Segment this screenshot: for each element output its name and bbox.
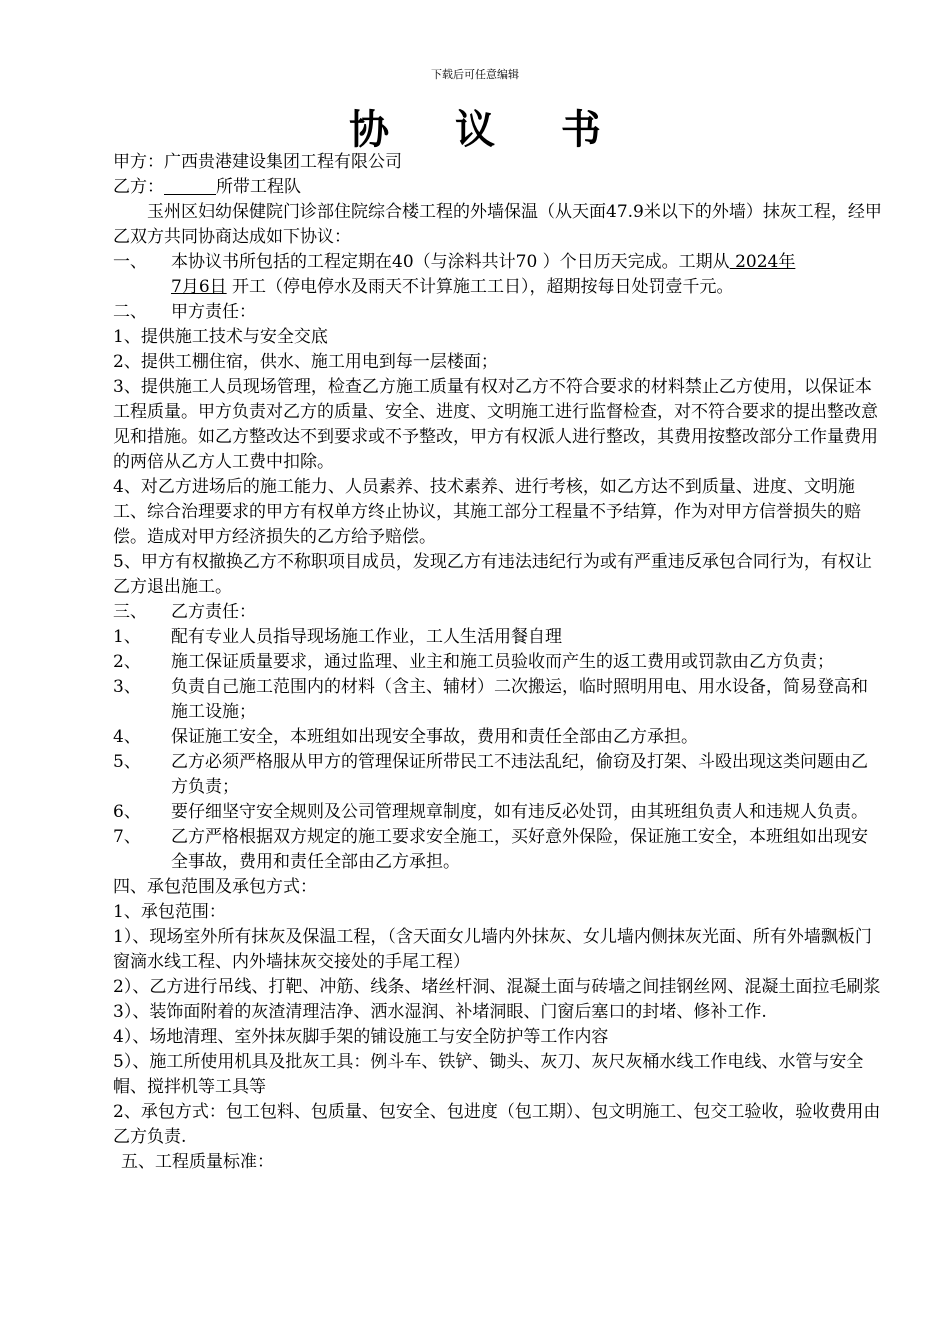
section-1-text-b: 开工（停电停水及雨天不计算施工工日），超期按每日处罚壹千元。 [226, 277, 734, 297]
s4-item-2: 2）、乙方进行吊线、打靶、冲筋、线条、堵丝杆洞、混凝土面与砖墙之间挂钢丝网、混凝土面拉毛刷浆 [113, 977, 881, 997]
s3-item-text: 保证施工安全，本班组如出现安全事故，费用和责任全部由乙方承担。 [171, 727, 698, 747]
section-1-text [171, 250, 883, 300]
s4-sub-1: 1、承包范围： [113, 902, 226, 922]
party-b [113, 175, 883, 200]
section-3-title: 乙方责任： [171, 602, 256, 622]
s3-item-2 [113, 650, 883, 675]
party-b-blank [164, 176, 216, 195]
s3-item-text: 乙方必须严格服从甲方的管理保证所带民工不违法乱纪，偷窃及打架、斗殴出现这类问题由乙方负责； [171, 752, 868, 797]
document-title: 协 议 书 [349, 106, 627, 153]
s2-item-4: 4、对乙方进场后的施工能力、人员素养、技术素养、进行考核，如乙方达不到质量、进度、文明施工、综合治理要求的甲方有权单方终止协议，其施工部分工程量不予结算，作为对甲方信誉损失的赔偿。造成对甲方经济损失的乙方给予赔偿。 [113, 477, 861, 547]
section-2-number: 二、 [113, 302, 147, 322]
party-b-suffix: 所带工程队 [216, 177, 301, 197]
document-body [113, 150, 883, 1175]
s4-item-4: 4）、场地清理、室外抹灰脚手架的铺设施工与安全防护等工作内容 [113, 1027, 609, 1047]
s3-item-text: 要仔细坚守安全规则及公司管理规章制度，如有违反必处罚，由其班组负责人和违规人负责。 [171, 802, 868, 822]
s2-item-2: 2、提供工棚住宿，供水、施工用电到每一层楼面； [113, 352, 498, 372]
section-1 [113, 250, 883, 300]
s3-item-number: 1、 [113, 627, 141, 647]
s3-item-number: 6、 [113, 802, 141, 822]
s3-item-number: 2、 [113, 652, 141, 672]
section-2-heading [113, 300, 883, 325]
section-2-title: 甲方责任： [171, 302, 256, 322]
section-5-heading: 五、工程质量标准： [121, 1152, 274, 1172]
start-date-year: 2024年 [729, 252, 796, 272]
s2-item-3: 3、提供施工人员现场管理，检查乙方施工质量有权对乙方不符合要求的材料禁止乙方使用，以保证本工程质量。甲方负责对乙方的质量、安全、进度、文明施工进行监督检查，对不符合要求的提出整改意见和措施。如乙方整改达不到要求或不予整改，甲方有权派人进行整改，其费用按整改部分工作量费用的两倍从乙方人工费中扣除。 [113, 377, 878, 472]
section-4-heading: 四、承包范围及承包方式： [113, 877, 317, 897]
party-a: 甲方：广西贵港建设集团工程有限公司 [113, 152, 402, 172]
s2-item-5: 5、甲方有权撤换乙方不称职项目成员，发现乙方有违法违纪行为或有严重违反承包合同行为，有权让乙方退出施工。 [113, 552, 872, 597]
s3-item-1 [113, 625, 883, 650]
s3-item-5 [113, 750, 883, 800]
s3-item-number: 5、 [113, 752, 141, 772]
s4-item-5: 5）、施工所使用机具及批灰工具：例斗车、铁铲、锄头、灰刀、灰尺灰桶水线工作电线、水管与安全帽、搅拌机等工具等 [113, 1052, 864, 1097]
s4-item-3: 3）、装饰面附着的灰渣清理洁净、洒水湿润、补堵洞眼、门窗后塞口的封堵、修补工作. [113, 1002, 767, 1022]
s3-item-4 [113, 725, 883, 750]
intro-paragraph: 玉州区妇幼保健院门诊部住院综合楼工程的外墙保温（从天面47.9米以下的外墙）抹灰工程，经甲乙双方共同协商达成如下协议： [113, 202, 882, 247]
page-header: 下载后可任意编辑 [431, 68, 519, 81]
s3-item-7 [113, 825, 883, 875]
s3-item-text: 乙方严格根据双方规定的施工要求安全施工，买好意外保险，保证施工安全，本班组如出现安全事故，费用和责任全部由乙方承担。 [171, 827, 868, 872]
section-1-text-a: 本协议书所包括的工程定期在40（与涂料共计70 ）个日历天完成。工期从 [171, 252, 730, 272]
s3-item-number: 7、 [113, 827, 141, 847]
s3-item-text: 施工保证质量要求，通过监理、业主和施工员验收而产生的返工费用或罚款由乙方负责； [171, 652, 834, 672]
s4-sub-2: 2、承包方式：包工包料、包质量、包安全、包进度（包工期）、包文明施工、包交工验收，验收费用由乙方负责. [113, 1102, 881, 1147]
section-1-number: 一、 [113, 252, 147, 272]
s3-item-3 [113, 675, 883, 725]
s3-item-text: 配有专业人员指导现场施工作业，工人生活用餐自理 [171, 627, 562, 647]
s2-item-1: 1、提供施工技术与安全交底 [113, 327, 328, 347]
start-date-day: 7月6日 [171, 277, 227, 297]
s4-item-1: 1）、现场室外所有抹灰及保温工程，（含天面女儿墙内外抹灰、女儿墙内侧抹灰光面、所有外墙飘板门窗滴水线工程、内外墙抹灰交接处的手尾工程） [113, 927, 872, 972]
s3-item-6 [113, 800, 883, 825]
section-3-heading [113, 600, 883, 625]
s3-item-text: 负责自己施工范围内的材料（含主、辅材）二次搬运，临时照明用电、用水设备，简易登高和施工设施； [171, 677, 868, 722]
s3-item-number: 4、 [113, 727, 141, 747]
party-b-prefix: 乙方： [113, 177, 164, 197]
s3-item-number: 3、 [113, 677, 141, 697]
section-3-number: 三、 [113, 602, 147, 622]
